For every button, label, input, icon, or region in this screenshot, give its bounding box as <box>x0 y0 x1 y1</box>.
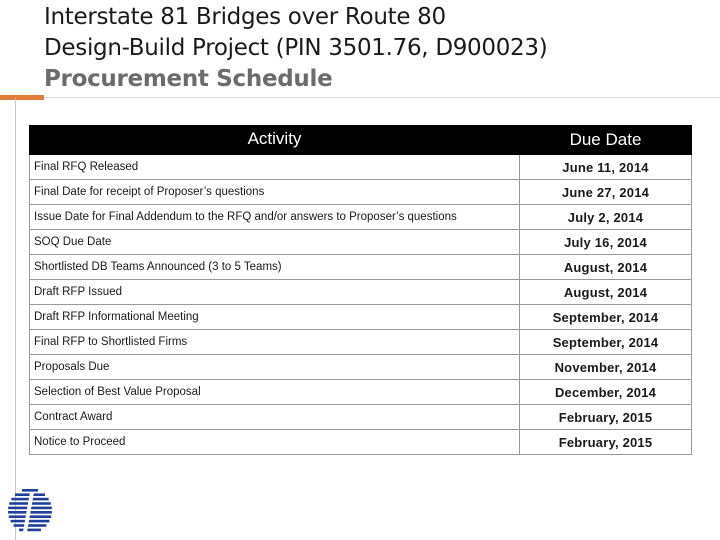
due-date-cell: August, 2014 <box>520 255 692 280</box>
table-row <box>30 230 692 255</box>
due-date-cell: July 2, 2014 <box>520 205 692 230</box>
activity-cell: SOQ Due Date <box>30 230 520 255</box>
activity-cell: Draft RFP Issued <box>30 280 520 305</box>
due-date-cell: September, 2014 <box>520 330 692 355</box>
procurement-table <box>29 125 692 455</box>
activity-cell: Final Date for receipt of Proposer’s questions <box>30 180 520 205</box>
slide-title <box>44 2 547 95</box>
due-date-cell: June 27, 2014 <box>520 180 692 205</box>
table-body <box>30 155 692 455</box>
accent-bar <box>0 95 44 100</box>
due-date-cell: November, 2014 <box>520 355 692 380</box>
activity-cell: Final RFQ Released <box>30 155 520 180</box>
table-row <box>30 355 692 380</box>
table-row <box>30 205 692 230</box>
activity-cell: Notice to Proceed <box>30 430 520 455</box>
due-date-cell: December, 2014 <box>520 380 692 405</box>
table-row <box>30 330 692 355</box>
table-header-row <box>30 126 692 155</box>
title-line-2: Design-Build Project (PIN 3501.76, D900023) <box>44 35 548 61</box>
due-date-cell: July 16, 2014 <box>520 230 692 255</box>
dot-logo-icon <box>4 486 56 536</box>
activity-cell: Final RFP to Shortlisted Firms <box>30 330 520 355</box>
due-date-cell: August, 2014 <box>520 280 692 305</box>
title-line-3: Procurement Schedule <box>44 66 333 92</box>
table-row <box>30 180 692 205</box>
title-line-1: Interstate 81 Bridges over Route 80 <box>44 4 446 30</box>
table-row <box>30 380 692 405</box>
due-date-cell: June 11, 2014 <box>520 155 692 180</box>
header-activity: Activity <box>30 126 520 155</box>
left-rule <box>15 98 16 540</box>
activity-cell: Shortlisted DB Teams Announced (3 to 5 Teams) <box>30 255 520 280</box>
due-date-cell: February, 2015 <box>520 405 692 430</box>
table-row <box>30 255 692 280</box>
due-date-cell: September, 2014 <box>520 305 692 330</box>
header-due-date: Due Date <box>520 126 692 155</box>
activity-cell: Contract Award <box>30 405 520 430</box>
accent-divider <box>44 97 720 98</box>
table-row <box>30 430 692 455</box>
activity-cell: Issue Date for Final Addendum to the RFQ and/or answers to Proposer’s questions <box>30 205 520 230</box>
table-row <box>30 405 692 430</box>
table-row <box>30 155 692 180</box>
activity-cell: Selection of Best Value Proposal <box>30 380 520 405</box>
activity-cell: Proposals Due <box>30 355 520 380</box>
due-date-cell: February, 2015 <box>520 430 692 455</box>
activity-cell: Draft RFP Informational Meeting <box>30 305 520 330</box>
table-row <box>30 305 692 330</box>
table-row <box>30 280 692 305</box>
